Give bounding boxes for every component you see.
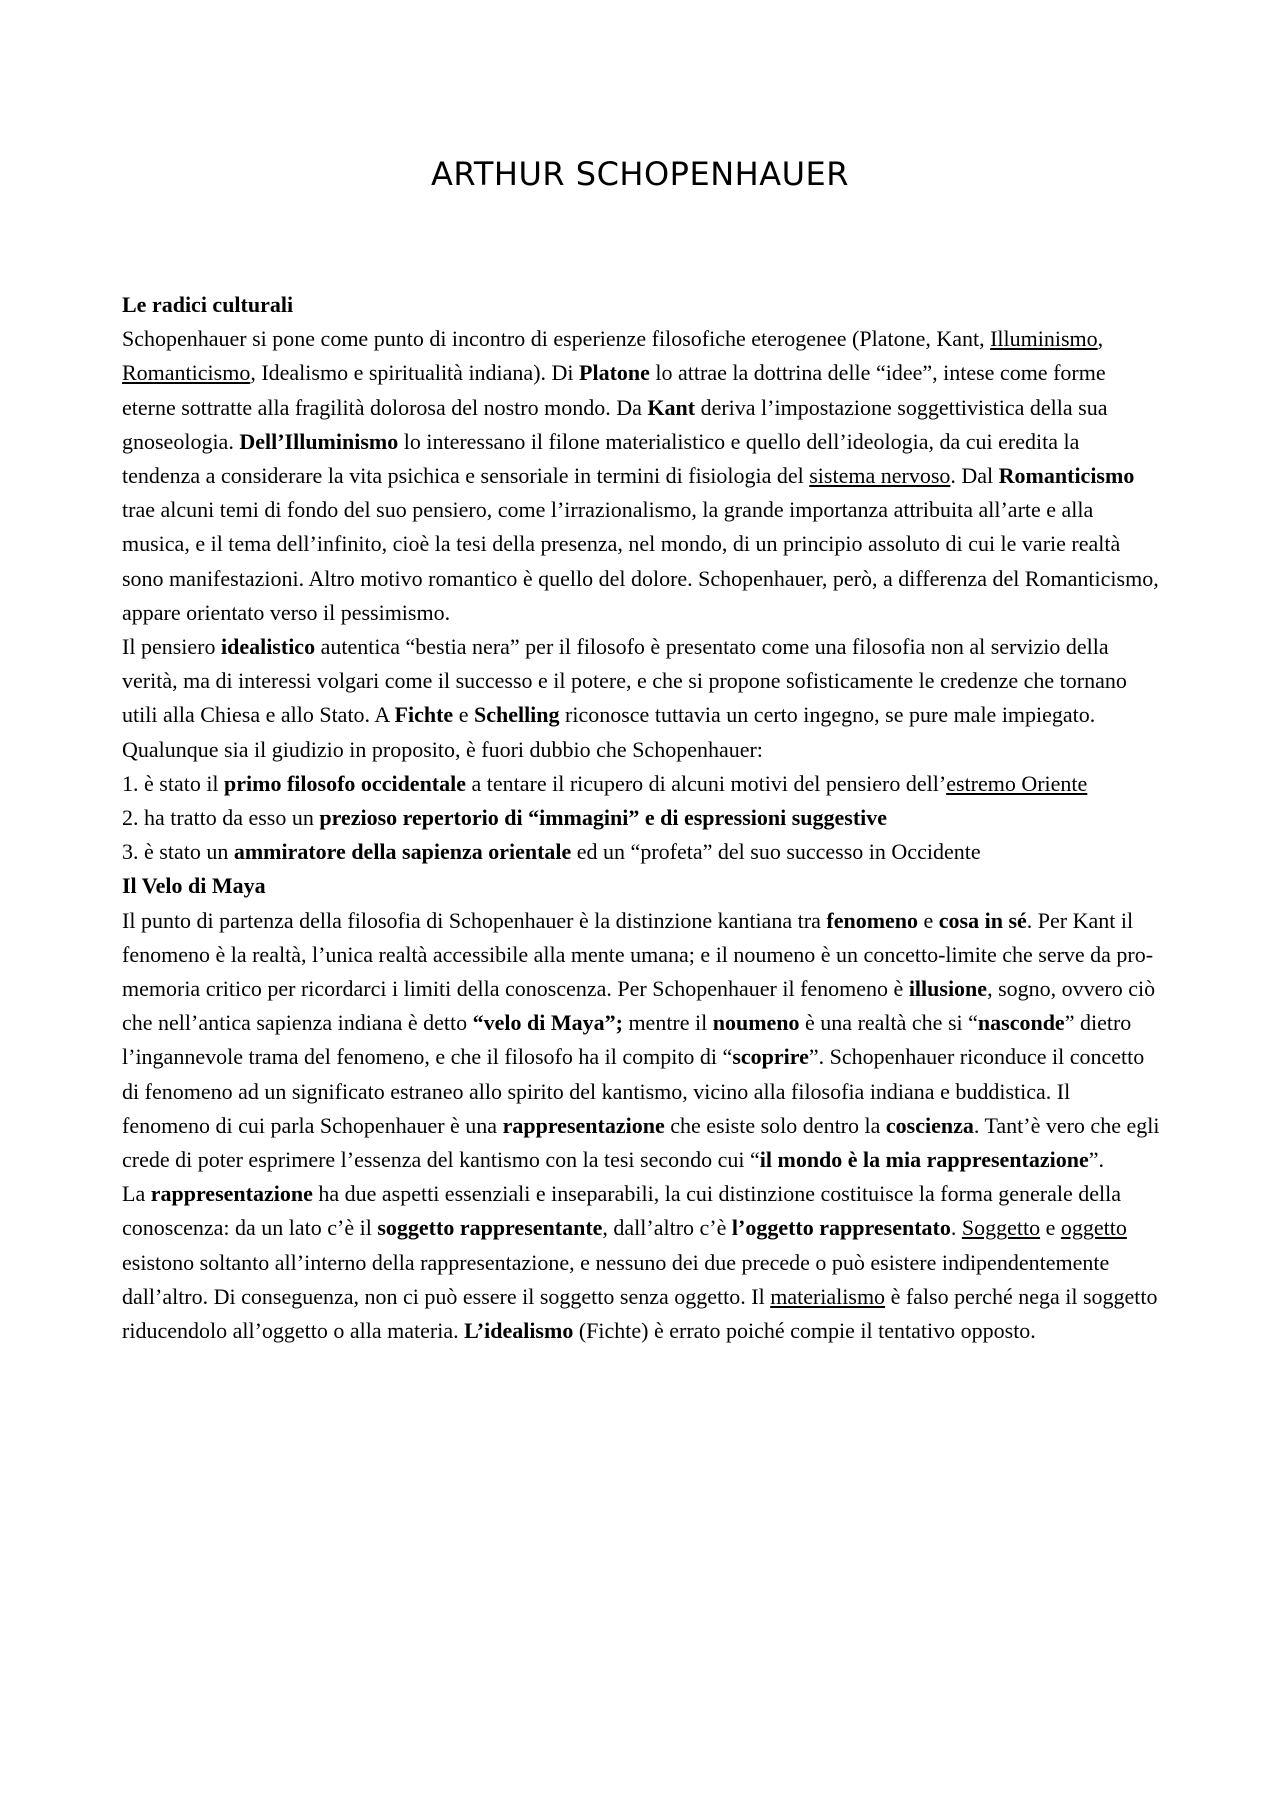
text-run: a tentare il ricupero di alcuni motivi del pensiero dell’ [466,770,947,796]
section-heading-radici: Le radici culturali [122,292,294,317]
text-run: riconosce tuttavia un certo ingegno, se pure male impiegato. [559,702,1096,728]
bold-term-primo-filosofo: primo filosofo occidentale [224,770,467,796]
bold-term-platone: Platone [579,360,650,386]
text-run: . Per Kant il fenomeno è la realtà, l’unica realtà accessibile alla mente umana; e il noumeno è un concetto-limite che serve da pro-memoria critico per ricordarci i limiti della conoscenza. Per Schopenhauer il fenomeno è [122,907,1154,1002]
text-run: , Idealismo e spiritualità indiana). Di [250,360,580,386]
list-item-1 [122,767,1162,801]
text-run: è falso perché nega il soggetto riducendolo all’oggetto o alla materia. [122,1283,1158,1344]
underlined-term-illuminismo: Illuminismo [990,326,1098,352]
text-run: Schopenhauer si pone come punto di incontro di esperienze filosofiche eterogenee (Platone, Kant, [122,326,991,352]
bold-term-fichte: Fichte [394,702,454,728]
text-run: autentica “bestia nera” per il filosofo è presentato come una filosofia non al servizio della verità, ma di interessi volgari come il successo e il potere, e che si propone sofisticamente le credenze che tornano utili alla Chiesa e allo Stato. A [122,634,1127,728]
text-run: e [918,907,939,933]
text-run: ed un “profeta” del suo successo in Occidente [571,839,981,865]
text-run: . Tant’è vero che egli crede di poter esprimere l’essenza del kantismo con la tesi secondo cui “ [122,1112,1160,1173]
underlined-term-soggetto: Soggetto [961,1215,1041,1241]
bold-term-rappresentazione: rappresentazione [502,1112,665,1138]
bold-term-noumeno: noumeno [712,1010,800,1036]
text-run: e [453,702,474,728]
text-run: deriva l’impostazione soggettivistica della sua gnoseologia. [122,394,1108,454]
text-run: (Fichte) è errato poiché compie il tentativo opposto. [573,1318,1036,1344]
bold-term-romanticismo: Romanticismo [998,463,1135,489]
text-run: 2. ha tratto da esso un [122,805,320,831]
text-run: . Dal [950,463,999,489]
document-body [122,288,1162,1348]
list-item-2 [122,801,1162,835]
list-item-3 [122,835,1162,869]
bold-term-soggetto-rappresentante: soggetto rappresentante [377,1215,603,1241]
text-run: mentre il [622,1010,713,1036]
text-run: trae alcuni temi di fondo del suo pensiero, come l’irrazionalismo, la grande importanza attribuita all’arte e alla musica, e il tema dell’infinito, cioè la tesi della presenza, nel mondo, di un principio assoluto di cui le varie realtà sono manifestazioni. Altro motivo romantico è quello del dolore. Schopenhauer, però, a differenza del Romanticismo, appare orientato verso il pessimismo. [122,497,1159,625]
bold-term-velo-di-maya: “velo di Maya”; [472,1010,623,1036]
underlined-term-oggetto: oggetto [1060,1215,1127,1241]
text-run: e [1040,1215,1061,1241]
bold-term-idealismo: L’idealismo [464,1318,574,1344]
section-heading-maya: Il Velo di Maya [122,873,266,899]
text-run: ha due aspetti essenziali e inseparabili, la cui distinzione costituisce la forma generale della conoscenza: da un lato c’è il [122,1181,1122,1241]
bold-term-ammiratore: ammiratore della sapienza orientale [233,839,572,865]
bold-term-coscienza: coscienza [885,1112,974,1138]
underlined-term-romanticismo: Romanticismo [122,360,251,386]
bold-term-fenomeno: fenomeno [826,907,919,933]
text-run: ”. Schopenhauer riconduce il concetto di fenomeno ad un significato estraneo allo spirito del kantismo, vicino alla filosofia indiana e buddistica. Il fenomeno di cui parla Schopenhauer è una [122,1044,1145,1138]
text-run: Il pensiero [122,634,221,660]
bold-term-repertorio: prezioso repertorio di “immagini” e di espressioni suggestive [319,805,888,831]
text-run: lo attrae la dottrina delle “idee”, intese come forme eterne sottratte alla fragilità dolorosa del nostro mondo. Da [122,360,1106,420]
text-run: . [950,1215,962,1241]
text-run: , [1097,326,1104,352]
text-run: ” dietro l’ingannevole trama del fenomeno, e che il filosofo ha il compito di “ [122,1010,1132,1070]
paragraph-radici-1 [122,322,1162,630]
bold-term-nasconde: nasconde [977,1010,1065,1036]
underlined-term-sistema-nervoso: sistema nervoso [809,463,951,489]
text-run: , dall’altro c’è [602,1215,732,1241]
bold-term-idealistico: idealistico [220,634,316,660]
text-run: è una realtà che si “ [799,1010,978,1036]
bold-term-oggetto-rappresentato: l’oggetto rappresentato [731,1215,951,1241]
bold-term-illusione: illusione [908,976,988,1002]
text-run: La [122,1181,151,1207]
paragraph-maya-1 [122,904,1162,1178]
paragraph-maya-2 [122,1177,1162,1348]
bold-term-illuminismo: Dell’Illuminismo [239,428,399,454]
paragraph-radici-3: Qualunque sia il giudizio in proposito, è fuori dubbio che Schopenhauer: [122,736,763,762]
paragraph-radici-2 [122,630,1162,733]
text-run: che esiste solo dentro la [664,1112,886,1138]
text-run: 3. è stato un [122,839,234,865]
bold-term-kant: Kant [647,394,696,420]
page-title: ARTHUR SCHOPENHAUER [431,155,849,193]
text-run: Il punto di partenza della filosofia di Schopenhauer è la distinzione kantiana tra [122,907,827,933]
bold-term-mondo-rappresentazione: il mondo è la mia rappresentazione [759,1147,1089,1173]
text-run: esistono soltanto all’interno della rappresentazione, e nessuno dei due precede o può esistere indipendentemente dall’altro. Di conseguenza, non ci può essere il soggetto senza oggetto. Il [122,1249,1110,1309]
bold-term-cosa-in-se: cosa in sé [938,907,1027,933]
bold-term-scoprire: scoprire [732,1044,809,1070]
text-run: ”. [1088,1147,1104,1173]
underlined-term-estremo-oriente: estremo Oriente [946,770,1088,796]
underlined-term-materialismo: materialismo [770,1283,886,1309]
text-run: , sogno, ovvero ciò che nell’antica sapienza indiana è detto [122,976,1156,1036]
text-run: lo interessano il filone materialistico e quello dell’ideologia, da cui eredita la tendenza a considerare la vita psichica e sensoriale in termini di fisiologia del [122,428,1080,489]
text-run: 1. è stato il [122,770,225,796]
bold-term-rappresentazione: rappresentazione [150,1181,313,1207]
bold-term-schelling: Schelling [473,702,560,728]
